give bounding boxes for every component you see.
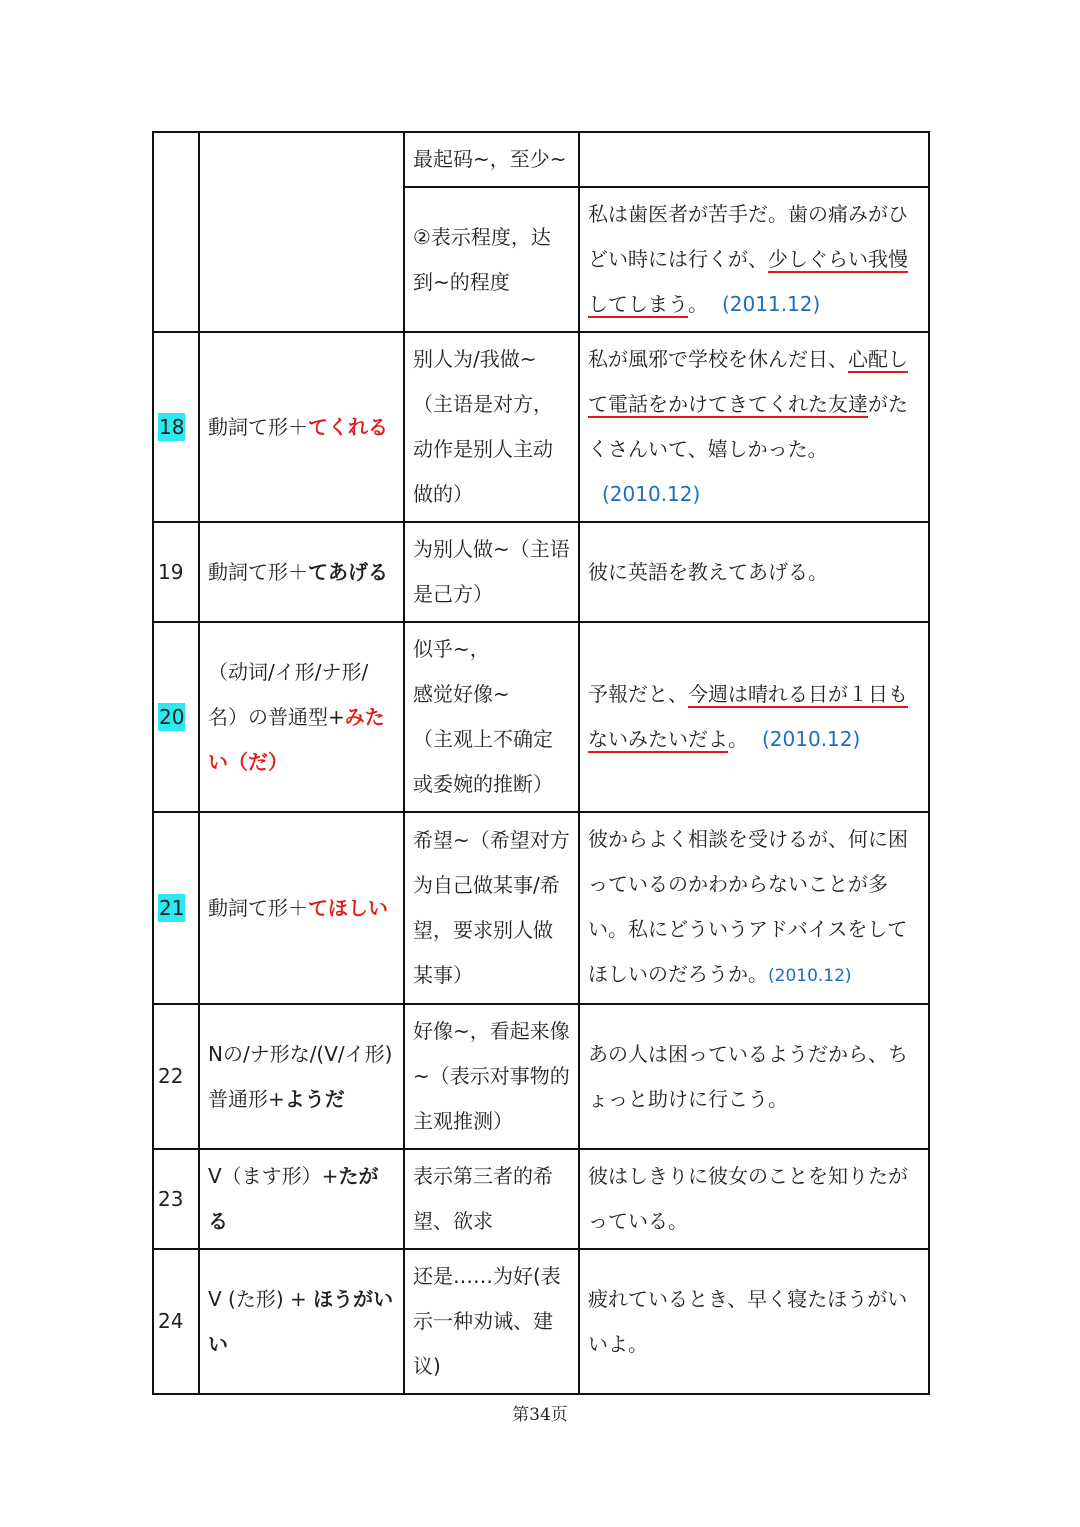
meaning: 为别人做~（主语是己方） (404, 522, 579, 622)
exam-reference: (2010.12) (602, 482, 701, 506)
table-row (153, 132, 929, 187)
row-number: 18 (153, 332, 199, 522)
grammar-pattern (199, 132, 404, 332)
meaning: 还是……为好(表示一种劝诫、建议) (404, 1249, 579, 1394)
exam-reference: (2011.12) (722, 292, 821, 316)
table-row (153, 332, 929, 522)
row-number: 22 (153, 1004, 199, 1149)
row-number: 23 (153, 1149, 199, 1249)
grammar-pattern: V (た形) + ほうがいい (199, 1249, 404, 1394)
table-row (153, 1004, 929, 1149)
table-row (153, 1149, 929, 1249)
meaning: 似乎~， 感觉好像~ （主观上不确定或委婉的推断） (404, 622, 579, 812)
grammar-pattern: Nの/ナ形な/(V/イ形)普通形+ようだ (199, 1004, 404, 1149)
table-row (153, 812, 929, 1004)
meaning: 希望~（希望对方为自己做某事/希望，要求别人做某事） (404, 812, 579, 1004)
example: 彼からよく相談を受けるが、何に困っているのかわからないことが多い。私にどういうアドバイスをしてほしいのだろうか。(2010.12) (579, 812, 929, 1004)
example: 私は歯医者が苦手だ。歯の痛みがひどい時には行くが、少しぐらい我慢してしまう。 (2011.12) (579, 187, 929, 332)
exam-reference: (2010.12) (768, 966, 852, 986)
grammar-pattern: （动词/イ形/ナ形/名）の普通型+みたい（だ） (199, 622, 404, 812)
example: 予報だと、今週は晴れる日が１日もないみたいだよ。 (2010.12) (579, 622, 929, 812)
meaning: 好像~，看起来像~（表示对事物的主观推测） (404, 1004, 579, 1149)
meaning: 别人为/我做~（主语是对方，动作是别人主动做的） (404, 332, 579, 522)
example: あの人は困っているようだから、ちょっと助けに行こう。 (579, 1004, 929, 1149)
grammar-pattern: 動詞て形＋てくれる (199, 332, 404, 522)
page-number: 第34页 (512, 1405, 568, 1425)
table-row (153, 622, 929, 812)
example: 疲れているとき、早く寝たほうがいいよ。 (579, 1249, 929, 1394)
grammar-pattern: 動詞て形＋てあげる (199, 522, 404, 622)
grammar-pattern: V（ます形）+たがる (199, 1149, 404, 1249)
exam-reference: (2010.12) (762, 727, 861, 751)
row-number (153, 132, 199, 332)
row-number: 19 (153, 522, 199, 622)
example: 彼に英語を教えてあげる。 (579, 522, 929, 622)
grammar-pattern: 動詞て形＋てほしい (199, 812, 404, 1004)
meaning: 表示第三者的希望、欲求 (404, 1149, 579, 1249)
row-number: 21 (153, 812, 199, 1004)
meaning: 最起码~，至少~ (404, 132, 579, 187)
example (579, 132, 929, 187)
example: 彼はしきりに彼女のことを知りたがっている。 (579, 1149, 929, 1249)
table-row (153, 1249, 929, 1394)
table-row (153, 522, 929, 622)
grammar-table (152, 131, 930, 1395)
meaning: ②表示程度，达到~的程度 (404, 187, 579, 332)
row-number: 20 (153, 622, 199, 812)
row-number: 24 (153, 1249, 199, 1394)
example: 私が風邪で学校を休んだ日、心配して電話をかけてきてくれた友達がたくさんいて、嬉しかった。 (2010.12) (579, 332, 929, 522)
